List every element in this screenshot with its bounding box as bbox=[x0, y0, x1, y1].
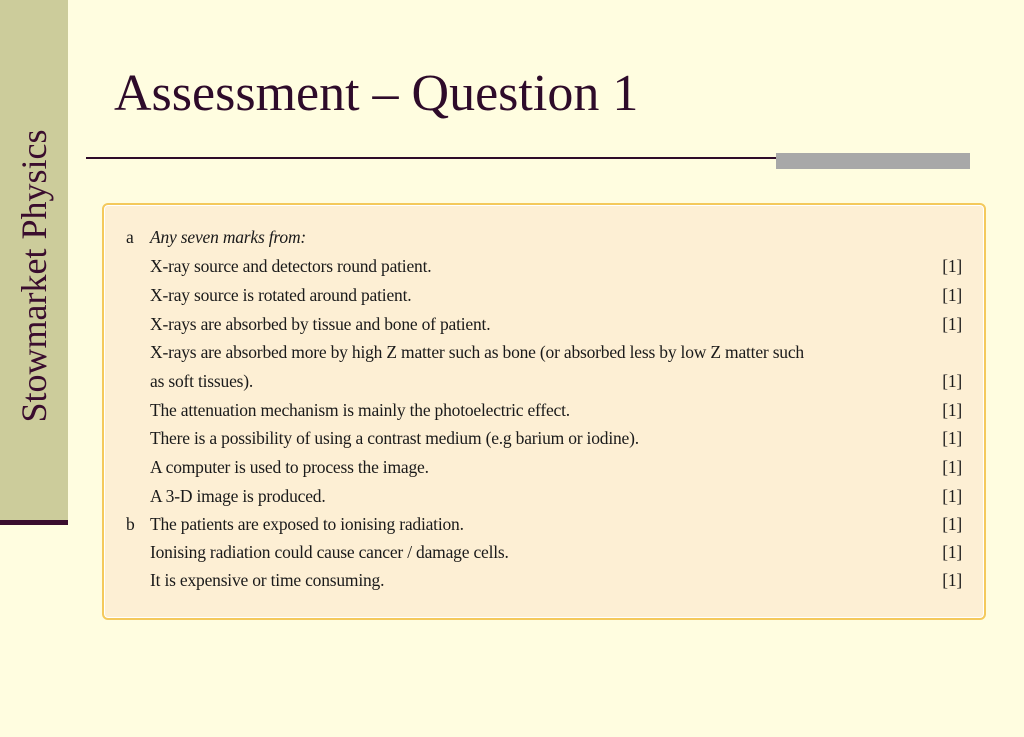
answer-text: The patients are exposed to ionising radiation. bbox=[150, 514, 464, 534]
answer-text: X-rays are absorbed more by high Z matter such as bone (or absorbed less by low Z matter such bbox=[150, 342, 804, 362]
mark-value: [1] bbox=[942, 285, 962, 305]
answer-text: X-rays are absorbed by tissue and bone of patient. bbox=[150, 314, 491, 334]
answer-text: It is expensive or time consuming. bbox=[150, 570, 385, 590]
sidebar-accent-bar bbox=[0, 520, 68, 525]
answer-text: A computer is used to process the image. bbox=[150, 457, 429, 477]
mark-value: [1] bbox=[942, 256, 962, 276]
mark-value: [1] bbox=[942, 570, 962, 590]
mark-value: [1] bbox=[942, 314, 962, 334]
answer-text: Ionising radiation could cause cancer / damage cells. bbox=[150, 542, 509, 562]
answer-text: A 3-D image is produced. bbox=[150, 486, 326, 506]
answer-text: X-ray source and detectors round patient. bbox=[150, 256, 432, 276]
mark-value: [1] bbox=[942, 542, 962, 562]
mark-value: [1] bbox=[942, 514, 962, 534]
mark-value: [1] bbox=[942, 457, 962, 477]
answer-text: as soft tissues). bbox=[150, 371, 254, 391]
answer-text: There is a possibility of using a contrast medium (e.g barium or iodine). bbox=[150, 428, 639, 448]
answer-text: The attenuation mechanism is mainly the photoelectric effect. bbox=[150, 400, 570, 420]
mark-value: [1] bbox=[942, 486, 962, 506]
answer-text: X-ray source is rotated around patient. bbox=[150, 285, 412, 305]
sidebar-title: Stowmarket Physics bbox=[14, 129, 54, 423]
answer-text: Any seven marks from: bbox=[150, 227, 307, 247]
part-label: a bbox=[126, 227, 134, 247]
answer-box bbox=[102, 203, 986, 620]
slide-title: Assessment – Question 1 bbox=[114, 65, 639, 122]
mark-value: [1] bbox=[942, 400, 962, 420]
mark-value: [1] bbox=[942, 428, 962, 448]
part-label: b bbox=[126, 514, 135, 534]
title-underline-accent bbox=[776, 153, 970, 169]
mark-value: [1] bbox=[942, 371, 962, 391]
